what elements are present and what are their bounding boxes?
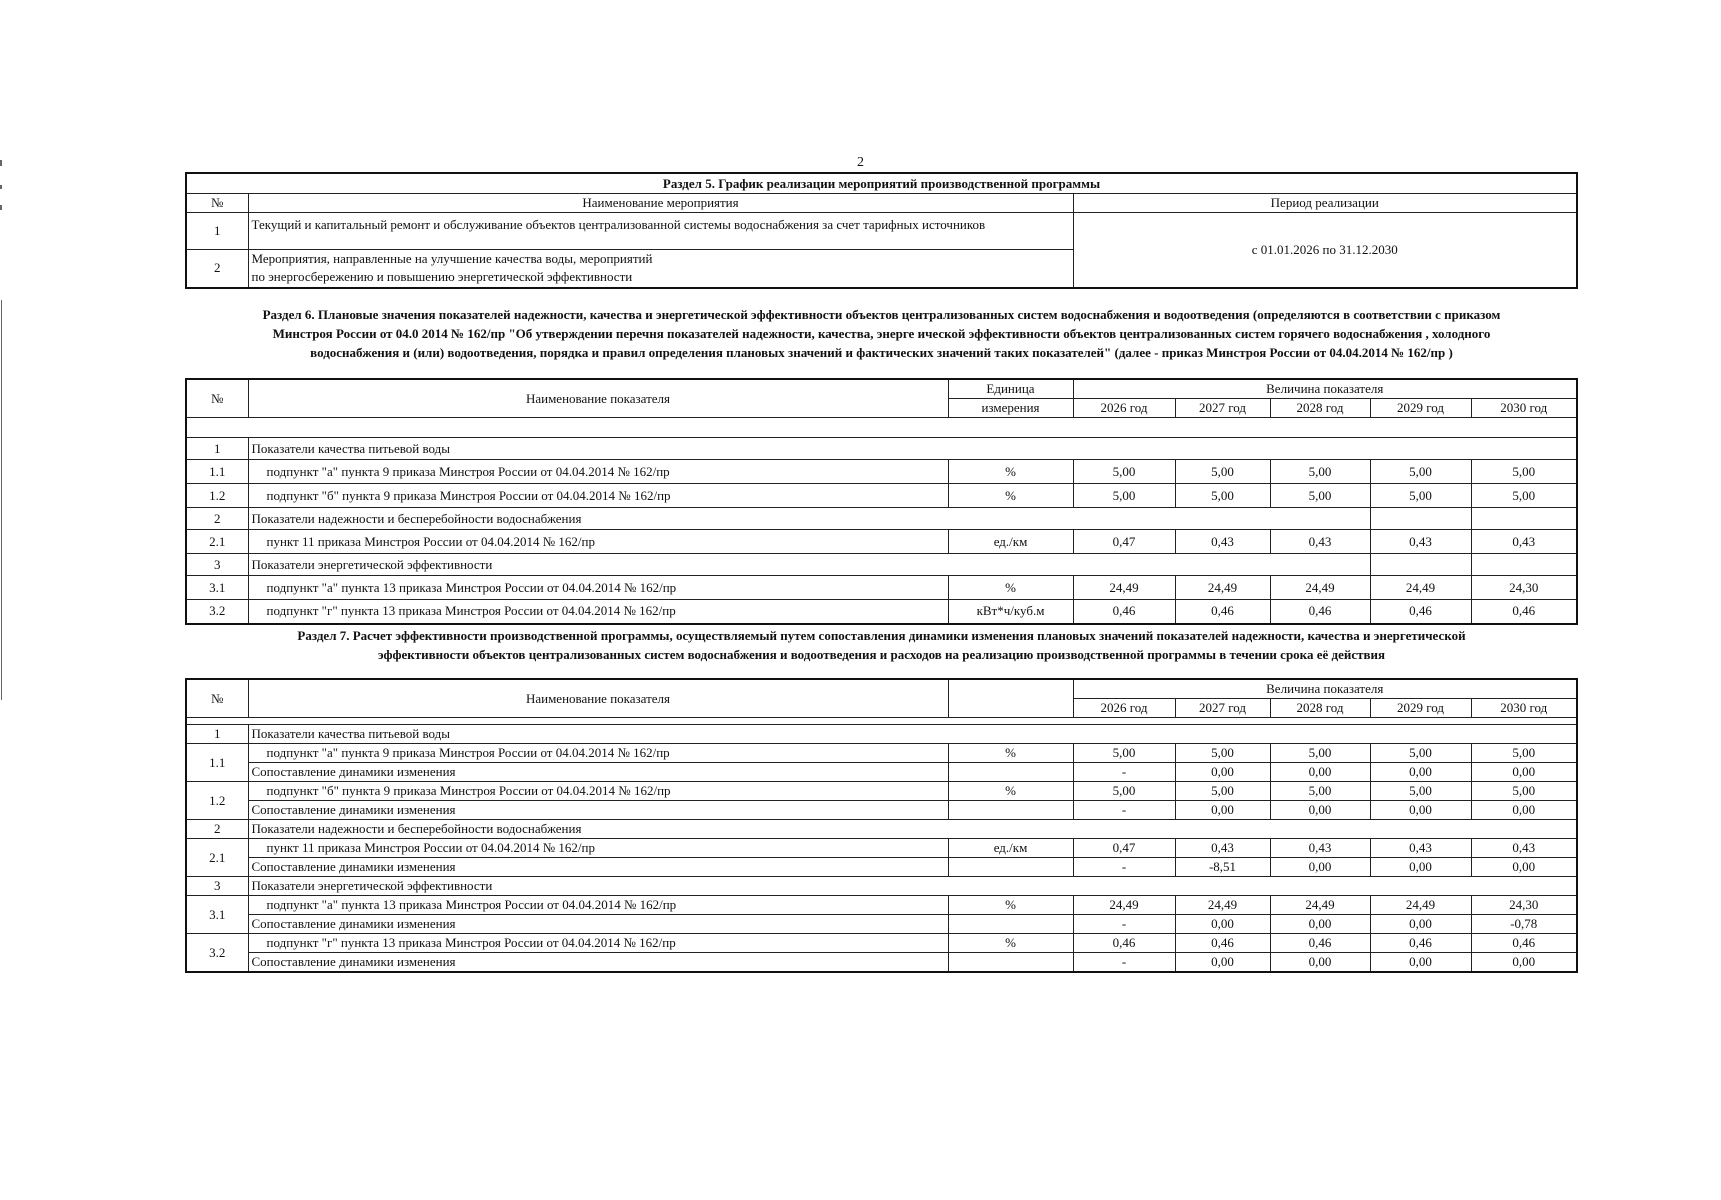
value-cell: 0,43: [1370, 839, 1471, 858]
delta-cell: 0,00: [1175, 763, 1270, 782]
indicator-name: подпункт "б" пункта 9 приказа Минстроя России от 04.04.2014 № 162/пр: [248, 484, 948, 508]
value-cell: 0,46: [1073, 600, 1175, 624]
col-value: Величина показателя: [1073, 679, 1577, 699]
unit: %: [948, 576, 1073, 600]
col-period: Период реализации: [1073, 194, 1577, 213]
unit: кВт*ч/куб.м: [948, 600, 1073, 624]
group-name: Показатели энергетической эффективности: [248, 554, 1370, 576]
delta-cell: -: [1073, 858, 1175, 877]
unit: ед./км: [948, 530, 1073, 554]
unit-blank: [948, 858, 1073, 877]
col-year: 2027 год: [1175, 399, 1270, 418]
col-unit-line-1: Единица: [948, 379, 1073, 399]
value-cell: 0,46: [1471, 934, 1577, 953]
indicator-name: пункт 11 приказа Минстроя России от 04.04.2014 № 162/пр: [248, 530, 948, 554]
delta-cell: -: [1073, 763, 1175, 782]
page-number: 2: [857, 155, 864, 170]
value-cell: 24,49: [1270, 896, 1370, 915]
value-cell: 0,46: [1175, 934, 1270, 953]
delta-cell: 0,00: [1270, 763, 1370, 782]
period-value: с 01.01.2026 по 31.12.2030: [1073, 213, 1577, 288]
row-no: 2: [186, 250, 248, 288]
table-row: [186, 839, 1577, 858]
value-cell: 0,47: [1073, 839, 1175, 858]
unit: %: [948, 460, 1073, 484]
value-cell: 0,43: [1471, 839, 1577, 858]
col-no: №: [186, 194, 248, 213]
col-year: 2028 год: [1270, 699, 1370, 718]
delta-cell: 0,00: [1270, 858, 1370, 877]
table-row-comparison: [186, 953, 1577, 973]
table-row: [186, 744, 1577, 763]
row-no: 2.1: [186, 530, 248, 554]
value-cell: 5,00: [1270, 460, 1370, 484]
col-indicator-name: Наименование показателя: [248, 379, 948, 418]
value-cell: 0,46: [1471, 600, 1577, 624]
row-no: 1.1: [186, 460, 248, 484]
value-cell: 24,49: [1270, 576, 1370, 600]
value-cell: 24,49: [1073, 896, 1175, 915]
event-name: [248, 250, 1073, 288]
value-cell: 0,46: [1270, 600, 1370, 624]
indicator-name: подпункт "а" пункта 13 приказа Минстроя России от 04.04.2014 № 162/пр: [248, 896, 948, 915]
indicator-name: подпункт "а" пункта 9 приказа Минстроя России от 04.04.2014 № 162/пр: [248, 460, 948, 484]
col-no: №: [186, 679, 248, 718]
table-row: [186, 820, 1577, 839]
delta-cell: 0,00: [1370, 763, 1471, 782]
row-no: 1: [186, 213, 248, 250]
value-cell: 0,43: [1175, 839, 1270, 858]
value-cell: 5,00: [1270, 782, 1370, 801]
delta-cell: -: [1073, 801, 1175, 820]
table-row: [186, 600, 1577, 624]
col-year: 2028 год: [1270, 399, 1370, 418]
value-cell: 0,46: [1270, 934, 1370, 953]
group-name: Показатели качества питьевой воды: [248, 725, 1577, 744]
value-cell: 24,49: [1370, 896, 1471, 915]
table-row: [186, 508, 1577, 530]
unit: %: [948, 744, 1073, 763]
value-cell: 0,46: [1073, 934, 1175, 953]
delta-cell: 0,00: [1471, 953, 1577, 973]
value-cell: 0,43: [1370, 530, 1471, 554]
comparison-label: Сопоставление динамики изменения: [248, 858, 948, 877]
indicator-name: пункт 11 приказа Минстроя России от 04.04.2014 № 162/пр: [248, 839, 948, 858]
value-cell: 5,00: [1471, 460, 1577, 484]
unit-blank: [948, 763, 1073, 782]
table-row: [186, 484, 1577, 508]
row-no: 1: [186, 438, 248, 460]
table-row-comparison: [186, 801, 1577, 820]
unit: %: [948, 896, 1073, 915]
col-year: 2029 год: [1370, 399, 1471, 418]
row-no: 1: [186, 725, 248, 744]
row-no: 3.1: [186, 896, 248, 934]
comparison-label: Сопоставление динамики изменения: [248, 763, 948, 782]
col-value: Величина показателя: [1073, 379, 1577, 399]
value-cell: 5,00: [1073, 782, 1175, 801]
table-row: [186, 782, 1577, 801]
row-no: 3: [186, 554, 248, 576]
value-cell: 0,46: [1370, 600, 1471, 624]
event-name: Текущий и капитальный ремонт и обслуживание объектов централизованной системы водоснабжения за счет тарифных источников: [248, 213, 1073, 250]
section-5: [185, 172, 1578, 289]
row-no: 2: [186, 820, 248, 839]
value-cell: 5,00: [1370, 484, 1471, 508]
value-cell: 0,43: [1270, 839, 1370, 858]
value-cell: 5,00: [1270, 484, 1370, 508]
section-7-title-line-2: эффективности объектов централизованных систем водоснабжения и водоотведения и расходов на реализацию производственной программы в течении срока её действия: [377, 647, 1386, 662]
delta-cell: 0,00: [1471, 801, 1577, 820]
value-cell: 5,00: [1370, 744, 1471, 763]
group-name: Показатели качества питьевой воды: [248, 438, 1577, 460]
unit-blank: [948, 801, 1073, 820]
section-5-title: Раздел 5. График реализации мероприятий производственной программы: [186, 173, 1577, 194]
value-cell: 5,00: [1073, 484, 1175, 508]
table-row: [186, 896, 1577, 915]
row-no: 2: [186, 508, 248, 530]
row-no: 1.1: [186, 744, 248, 782]
row-no: 3.2: [186, 600, 248, 624]
delta-cell: -0,78: [1471, 915, 1577, 934]
table-row: [186, 725, 1577, 744]
value-cell: 5,00: [1471, 782, 1577, 801]
value-cell: 5,00: [1471, 744, 1577, 763]
delta-cell: 0,00: [1175, 953, 1270, 973]
value-cell: 5,00: [1175, 484, 1270, 508]
delta-cell: 0,00: [1370, 858, 1471, 877]
indicator-name: подпункт "а" пункта 13 приказа Минстроя России от 04.04.2014 № 162/пр: [248, 576, 948, 600]
row-no: 3.1: [186, 576, 248, 600]
col-no: №: [186, 379, 248, 418]
col-indicator-name: Наименование показателя: [248, 679, 948, 718]
indicator-name: подпункт "г" пункта 13 приказа Минстроя России от 04.04.2014 № 162/пр: [248, 934, 948, 953]
value-cell: 0,46: [1370, 934, 1471, 953]
comparison-label: Сопоставление динамики изменения: [248, 953, 948, 973]
unit-blank: [948, 915, 1073, 934]
value-cell: 0,46: [1175, 600, 1270, 624]
value-cell: 5,00: [1073, 460, 1175, 484]
group-name: Показатели энергетической эффективности: [248, 877, 1577, 896]
delta-cell: -: [1073, 915, 1175, 934]
value-cell: 0,47: [1073, 530, 1175, 554]
delta-cell: 0,00: [1175, 915, 1270, 934]
group-name: Показатели надежности и бесперебойности водоснабжения: [248, 820, 1577, 839]
unit: ед./км: [948, 839, 1073, 858]
event-name-line-1: Мероприятия, направленные на улучшение качества воды, мероприятий: [251, 251, 653, 267]
delta-cell: 0,00: [1370, 953, 1471, 973]
value-cell: 5,00: [1175, 460, 1270, 484]
value-cell: 5,00: [1175, 782, 1270, 801]
table-row-comparison: [186, 915, 1577, 934]
table-row: [186, 576, 1577, 600]
value-cell: 5,00: [1270, 744, 1370, 763]
row-no: 1.2: [186, 484, 248, 508]
value-cell: 5,00: [1175, 744, 1270, 763]
table-row-comparison: [186, 858, 1577, 877]
delta-cell: 0,00: [1270, 915, 1370, 934]
row-no: 3: [186, 877, 248, 896]
value-cell: 24,30: [1471, 576, 1577, 600]
comparison-label: Сопоставление динамики изменения: [248, 801, 948, 820]
unit: %: [948, 934, 1073, 953]
delta-cell: 0,00: [1270, 801, 1370, 820]
col-year: 2027 год: [1175, 699, 1270, 718]
indicator-name: подпункт "а" пункта 9 приказа Минстроя России от 04.04.2014 № 162/пр: [248, 744, 948, 763]
section-7-title-line-1: Раздел 7. Расчет эффективности производственной программы, осуществляемый путем сопоставления динамики изменения плановых значений показателей надежности, качества и энергетической: [297, 628, 1466, 643]
table-row: [186, 460, 1577, 484]
value-cell: 24,49: [1073, 576, 1175, 600]
delta-cell: 0,00: [1370, 801, 1471, 820]
value-cell: 24,30: [1471, 896, 1577, 915]
delta-cell: 0,00: [1175, 801, 1270, 820]
scan-edge-marks: [0, 0, 3, 700]
value-cell: 5,00: [1370, 460, 1471, 484]
delta-cell: -8,51: [1175, 858, 1270, 877]
col-year: 2030 год: [1471, 699, 1577, 718]
value-cell: 24,49: [1370, 576, 1471, 600]
unit-blank: [948, 953, 1073, 973]
value-cell: 0,43: [1175, 530, 1270, 554]
value-cell: 5,00: [1471, 484, 1577, 508]
delta-cell: 0,00: [1471, 763, 1577, 782]
delta-cell: 0,00: [1270, 953, 1370, 973]
value-cell: 0,43: [1471, 530, 1577, 554]
row-no: 2.1: [186, 839, 248, 877]
value-cell: 5,00: [1370, 782, 1471, 801]
value-cell: 5,00: [1073, 744, 1175, 763]
value-cell: 24,49: [1175, 576, 1270, 600]
table-row: [186, 438, 1577, 460]
row-no: 3.2: [186, 934, 248, 973]
row-no: 1.2: [186, 782, 248, 820]
section-6-title-line-1: Раздел 6. Плановые значения показателей надежности, качества и энергетической эффективности объектов централизованных систем водоснабжения и водоотведения (определяются в соответствии с приказом: [262, 307, 1501, 322]
col-unit-line-2: измерения: [948, 399, 1073, 418]
table-row: [186, 877, 1577, 896]
col-year: 2026 год: [1073, 399, 1175, 418]
unit: %: [948, 782, 1073, 801]
indicator-name: подпункт "б" пункта 9 приказа Минстроя России от 04.04.2014 № 162/пр: [248, 782, 948, 801]
table-row: [186, 530, 1577, 554]
table-row: [186, 934, 1577, 953]
delta-cell: 0,00: [1370, 915, 1471, 934]
section-7-title: [185, 626, 1578, 664]
table-row-comparison: [186, 763, 1577, 782]
event-name-line-2: по энергосбережению и повышению энергетической эффективности: [251, 269, 633, 285]
col-event-name: Наименование мероприятия: [248, 194, 1073, 213]
value-cell: 0,43: [1270, 530, 1370, 554]
section-6-title: [185, 305, 1578, 362]
col-unit-blank: [948, 679, 1073, 718]
value-cell: 24,49: [1175, 896, 1270, 915]
section-6: [185, 378, 1578, 625]
unit: %: [948, 484, 1073, 508]
col-year: 2030 год: [1471, 399, 1577, 418]
col-year: 2026 год: [1073, 699, 1175, 718]
comparison-label: Сопоставление динамики изменения: [248, 915, 948, 934]
group-name: Показатели надежности и бесперебойности водоснабжения: [248, 508, 1370, 530]
indicator-name: подпункт "г" пункта 13 приказа Минстроя России от 04.04.2014 № 162/пр: [248, 600, 948, 624]
table-row: [186, 554, 1577, 576]
section-7: [185, 678, 1578, 973]
section-6-title-line-2: Минстроя России от 04.0 2014 № 162/пр "Об утверждении перечня показателей надежности, качества, энерге ической эффективности объектов централизованных систем горячего водоснабжения , холодного: [272, 326, 1491, 341]
delta-cell: 0,00: [1471, 858, 1577, 877]
col-year: 2029 год: [1370, 699, 1471, 718]
delta-cell: -: [1073, 953, 1175, 973]
section-6-title-line-3: водоснабжения и (или) водоотведения, порядка и правил определения плановых значений и фактических значений таких показателей" (далее - приказ Минстроя России от 04.04.2014 № 162/пр ): [310, 345, 1453, 360]
